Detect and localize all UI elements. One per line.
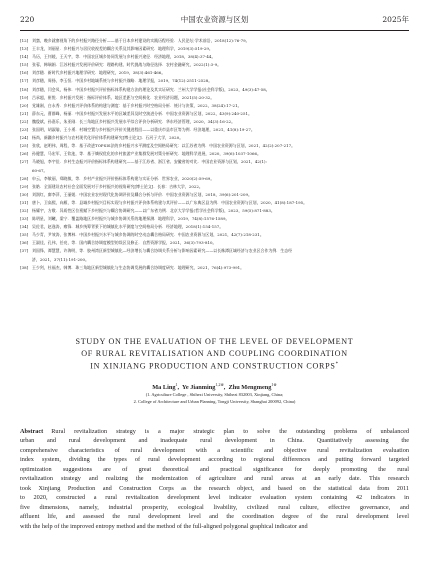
reference-item: [20, 175, 409, 183]
reference-item: [20, 61, 409, 69]
reference-item: [20, 215, 409, 223]
reference-text: 陈明星，刘曦，梁宁．覆盖路地区乡村振兴与城乡协调关系的地理探测．地理科学，2019，74(8):1576-1589。: [32, 216, 230, 222]
reference-item: [20, 191, 409, 199]
reference-item: [20, 142, 409, 150]
reference-item: [20, 247, 409, 255]
reference-number: [20]: [20, 102, 29, 108]
reference-number: [33]: [20, 216, 29, 222]
abstract-line: [20, 474, 409, 483]
reference-continuation: 60-67。: [32, 167, 48, 173]
reference-number: [13]: [20, 46, 29, 52]
reference-item: [20, 45, 409, 53]
reference-text: 刘国锋，谭慧慧，许海明，等．胶州湾区新型城镇化—经济增长与耦合协调关系分析与影响因素研究——以长株潭区域经济与农业区合作为例．生态经: [32, 248, 293, 254]
reference-text: 魏俊斌，孙嘉乐，朱亚刚．长三角地区乡村振兴发展水平综合评价分析研究．华东经济管理，2020，34(3):16-22。: [32, 118, 236, 124]
author-list: Ma Ling$^1$, Ye Jianming$^{1,2※}$, Zhu Mengmeng$^{1※}$: [152, 382, 277, 392]
abstract-line: [20, 522, 409, 531]
reference-text: 张国明，胡淑瑜，王小勇．村城空置与乡村振兴评价关键进程回——以重庆市县市区等为例．经济地理，2021，41(8):19-27。: [32, 127, 255, 133]
abstract-text: five dimensions, namely, industrial prosperity, ecological livability, civilized rural culture, effective governance, and: [20, 503, 409, 511]
reference-text: 马历，王钊媛，王天宇，等．中国农区城乡协同发展与乡村振兴途径．经济地理，2018，38(4):37-44。: [32, 54, 216, 60]
reference-text: 王少剑，杜福杰，韩博．珠三角地区新型城镇化与生态协调发展的耦合协调度研究．地理研究，2021，76(4):973-991。: [32, 264, 245, 270]
abstract-text: optimization suggestions are of great theoretical and practical significance for deeply promoting the rural: [20, 465, 409, 473]
abstract-text: revitalization strategy and realizing the modernization of agriculture and rural areas at an early date. This research: [20, 475, 409, 483]
reference-number: [36]: [20, 240, 29, 246]
reference-number: [38]: [20, 264, 29, 270]
reference-number: [29]: [20, 183, 29, 189]
reference-item: [20, 199, 409, 207]
author-name: Ma Ling: [152, 384, 176, 392]
reference-text: 张蓉，韩瑞娟．江苏村振兴发展评价研究：理路构建、时代挑战与路径选择．农村金融研究，2022(1):3-9。: [32, 62, 222, 68]
page-number: 220: [20, 15, 35, 24]
abstract-text: to 2020, constructed a rural revitalization development level indicator evaluation system containing 42 indicators in: [20, 494, 409, 502]
reference-text: 刘寰，晚乡就寨视角下的乡村振兴路径分析——基于日本乡村建设的实践历程经验．人民论坛·学术前沿，2018(12):76-79。: [32, 38, 250, 43]
reference-number: [22]: [20, 118, 29, 124]
reference-text: 薛东元，曹群峰，杨丽．中国乡村振兴发展水平的区域差异及时空演进分析．中国农业资源与区划，2022，43(9):240-251。: [32, 110, 252, 116]
reference-text: 杨尚，新疆乡村振兴与农村现代化评价体系构建研究[博士论文]．石河子大学，2020。: [32, 135, 184, 141]
reference-item: [20, 94, 409, 102]
reference-text: 杨耀宇，方敬．异质性区位禀赋下乡村振兴与耦合协调研究——以广东省为例．北京大学学报(哲学社会科学版)，2023，59(5):871-883。: [32, 207, 275, 213]
reference-item: [20, 231, 409, 239]
reference-number: [26]: [20, 151, 29, 157]
reference-list: [20, 37, 409, 272]
reference-number: [21]: [20, 110, 29, 116]
reference-continuation: 济，2021，37(11):191-200。: [32, 256, 89, 262]
reference-item: [20, 134, 409, 142]
reference-text: 张欣，赵明伟，周程，等．基于改进TOPSIS法的乡村振兴水平测度及空间格局研究：以江苏省为例．中国农业资源与区划，2021，42(2):207-217。: [32, 143, 296, 149]
reference-number: [28]: [20, 175, 29, 181]
reference-item: [20, 53, 409, 61]
reference-number: [32]: [20, 207, 29, 213]
reference-text: 孙健慧，马宏军，王钦池，等．基于熵权优化的乡村旅游产业集群发展对策分析研究．地理科学进展，2020，39(6):1037-1066。: [32, 151, 261, 157]
issue-year: 2025年: [382, 15, 409, 24]
author-name: Zhu Mengmeng: [228, 384, 272, 392]
reference-item: [20, 102, 409, 110]
paper-title-text: IN XINJIANG PRODUCTION AND CONSTRUCTION CORPS: [90, 361, 336, 371]
reference-number: [15]: [20, 62, 29, 68]
abstract-line: [20, 455, 409, 464]
title-footnote-mark: *: [335, 362, 339, 367]
reference-text: 党雄刚，白永秀．乡村振兴评价体系的构建与测度：基于乡村振兴时空格局分析．统计与决策，2022，38(24):17-21。: [32, 102, 242, 108]
reference-text: 王淑佳，孔伟，任亮，等．国内耦合协调度模型的误区及修正．自然资源学报，2021，36(3):793-810。: [32, 240, 217, 246]
reference-item: [20, 223, 409, 231]
abstract-line: [20, 427, 409, 436]
reference-item: [20, 110, 409, 118]
abstract-line: [20, 436, 409, 445]
abstract-text: with the help of the improved entropy method and the method of the full-aligned polygonal graphical indicator and: [20, 522, 308, 530]
reference-item: [20, 239, 409, 247]
abstract-text: urban and rural development and inadequate rural development in China. Quantitatively assessing the: [20, 437, 409, 445]
reference-number: [18]: [20, 86, 29, 92]
abstract-text: took Xinjiang Production and Construction Corps as the research object, and based on the statistical data from 2011: [20, 484, 409, 492]
reference-number: [34]: [20, 224, 29, 230]
reference-item: [20, 86, 409, 94]
reference-number: [25]: [20, 143, 29, 149]
author-name: Ye Jianming: [182, 384, 216, 392]
paper-title-line: STUDY ON THE EVALUATION OF THE LEVEL OF DEVELOPMENT: [75, 337, 354, 346]
paper-title-line: [20, 359, 409, 372]
author-affil-mark: 1: [175, 382, 178, 388]
reference-text: 吕承超，崔悦．乡村振兴发展：指标评价体系、地区差距与空间极化．农业经济问题，2021(5):20-32。: [32, 94, 215, 100]
reference-item: [20, 158, 409, 166]
reference-text: 马少青，尹效涛，张博林．中国乡村振兴水平与城乡协调的时空动态耦合格局研究．中国农业资源与区划，2021，42(7):218-231。: [32, 232, 264, 238]
reference-text: 王丰龙，刘丽星．乡村振兴与居民收视差的耦合关系及其影响因素研究．地理科学，2019(3):519-29。: [32, 46, 213, 52]
affiliation-line: (1. Agriculture College , Shihezi University, Shihezi 832003, Xinjiang, China;: [145, 392, 284, 398]
reference-number: [16]: [20, 70, 29, 76]
reference-number: [30]: [20, 191, 29, 197]
reference-number: [12]: [20, 38, 29, 43]
abstract-line: [20, 465, 409, 474]
reference-item: [20, 183, 409, 191]
abstract-text: affluent life, and assessed the rural development level and the coordination degree of the rural development level: [20, 513, 409, 521]
abstract-line: [20, 503, 409, 512]
abstract-text: comprehensive characteristics of rural development with a scientific and objective rural revitalization evaluation: [20, 446, 409, 454]
reference-text: 刘彦随．新时代乡村振兴地理学研究．地理研究，2019，38(3):461-466。: [32, 70, 166, 76]
reference-number: [23]: [20, 127, 29, 133]
reference-item: [20, 207, 409, 215]
abstract-line: [20, 512, 409, 521]
reference-text: 唐卜，卫高熙，向雁，等．县域乡村振兴目标实现与乡村振兴评价体系构建与其评价——以广东典区县为例．中国农业资源与区划，2020，41(8):187-195。: [32, 199, 308, 205]
reference-text: 刘彦随，闫会凤，杨伟．中国乡村振兴评价指标体系构建方法的理论及其实证研究．兰州大学学报(社会科学版)，2023，49(3):47-58。: [32, 86, 270, 92]
reference-number: [14]: [20, 54, 29, 60]
abstract-line: [20, 484, 409, 493]
author-affil-mark: 1※: [271, 382, 277, 388]
reference-number: [19]: [20, 94, 29, 100]
english-title-block: [20, 336, 409, 406]
page-header: [20, 14, 409, 31]
affiliation-line: 2. College of Architecture and Urban Planning, Tongji University, Shanghai 200092, China): [133, 399, 296, 405]
reference-number: [27]: [20, 159, 29, 165]
reference-text: 吴佐君，赵逸涛，雍锋．城乡统筹背景下的城镇化水平测度与空间格局分析．经济地理，2018(1):154-157。: [32, 224, 224, 230]
author-affil-mark: 1,2※: [215, 382, 224, 388]
reference-number: [35]: [20, 232, 29, 238]
reference-number: [31]: [20, 199, 29, 205]
reference-text: 申云，李敏丽，郑晓敏，等．乡村产业振兴评价指标体系构建与实证分析．世界农业，2020(2):59-69。: [32, 175, 215, 181]
reference-text: 刘彦随，周扬，李玉恒．中国乡村地域系统与乡村振兴战略．地理学报，2019，74(12):2511-2528。: [32, 78, 213, 84]
reference-item: [20, 37, 409, 45]
reference-text: 刘润红，廖李萍，王丽媛．中国农业农村现代化协调评价及耦合分析与评价．中国农业资源与区划，2018，39(6):201-209。: [32, 191, 252, 197]
reference-item: [20, 150, 409, 158]
reference-item: [20, 77, 409, 85]
reference-item: [20, 126, 409, 134]
reference-item: [20, 118, 409, 126]
abstract-line: [20, 446, 409, 455]
abstract-text: Rural revitalization strategy is a major strategic plan to solve the outstanding problems of unbalanced: [51, 428, 409, 435]
reference-number: [37]: [20, 248, 29, 254]
abstract-line: [20, 493, 409, 502]
reference-number: [24]: [20, 135, 29, 141]
paper-title-line: OF RURAL REVITALISATION AND COUPLING COORDINATION: [81, 348, 348, 358]
abstract-text: index system, dividing the types of rural development according to regional differences and putting forward targeted: [20, 456, 409, 464]
abstract-label: Abstract: [20, 428, 44, 435]
reference-text: 马晓旭，李宇佳．乡村生态振兴评价指标体系构建研究——基于江苏省、浙江省、安徽省的对比．中国农业资源与区划，2021，42(1):: [32, 159, 267, 165]
reference-item: [20, 69, 409, 77]
journal-title: 中国农业资源与区划: [180, 15, 249, 24]
abstract-section: [20, 427, 409, 531]
reference-text: 张皓．全面建设农村社会全面发展对于乡村振兴的视角研究[博士论文]．长春：吉林大学，2022。: [32, 183, 203, 189]
reference-number: [17]: [20, 78, 29, 84]
reference-item: [20, 264, 409, 272]
